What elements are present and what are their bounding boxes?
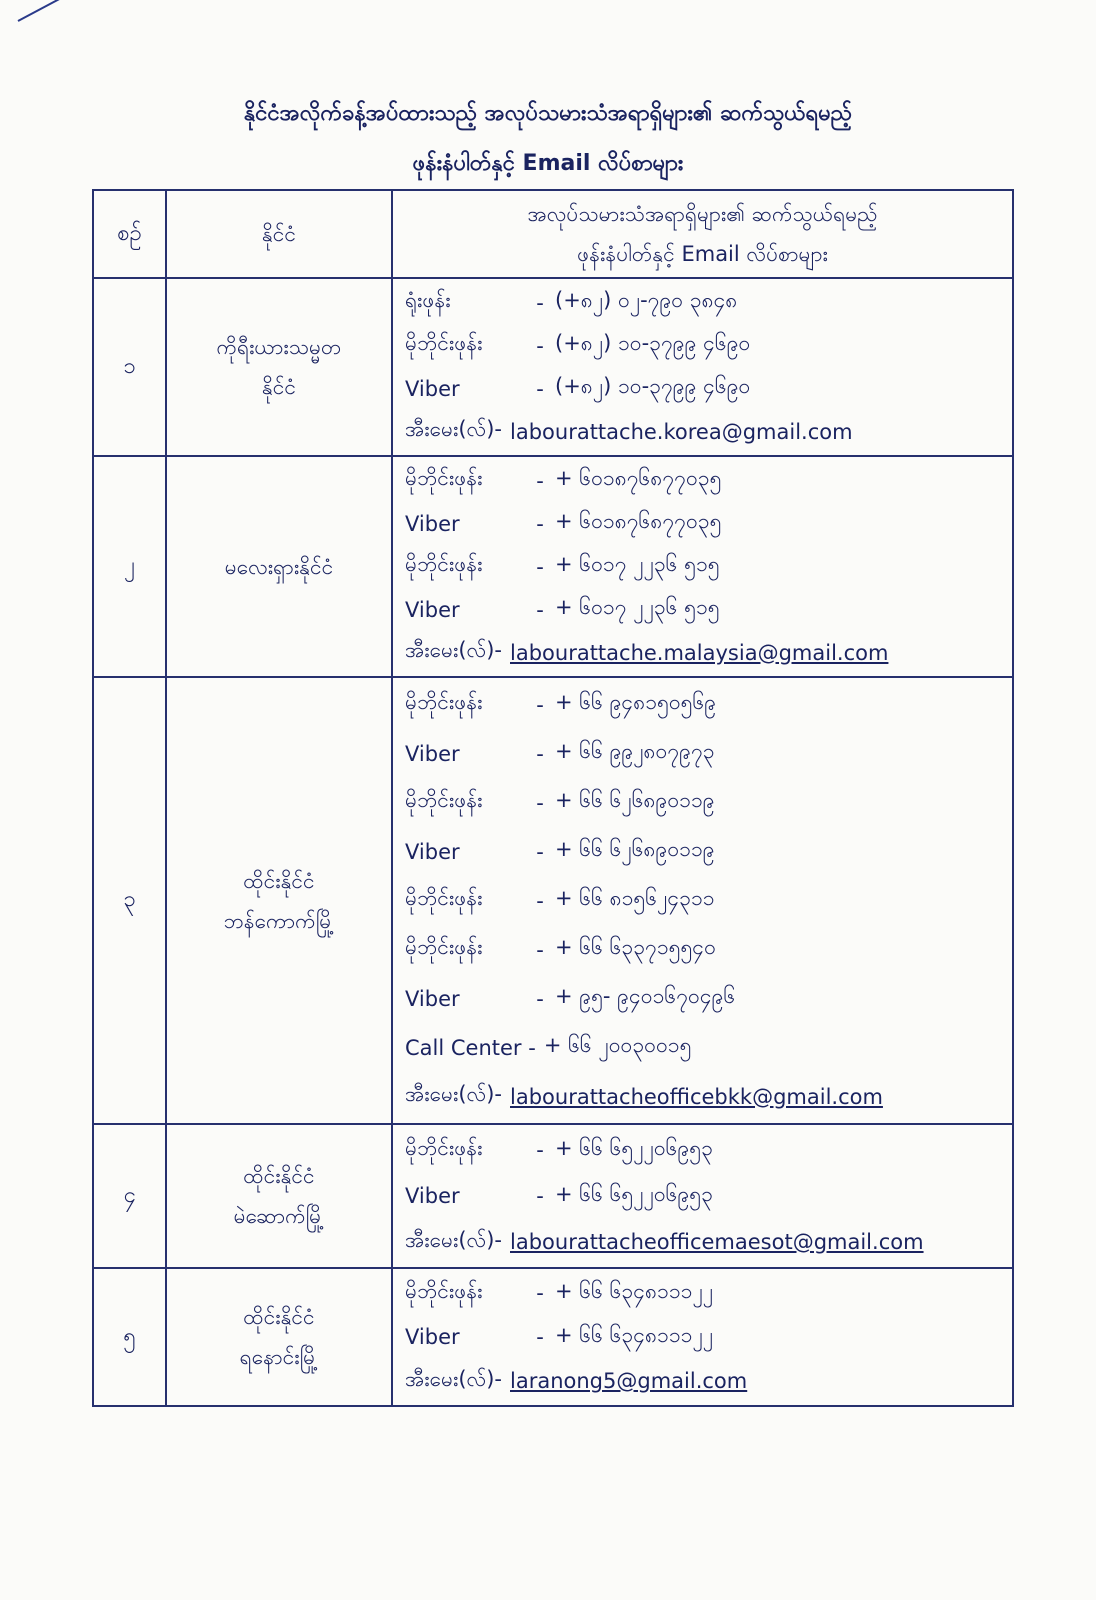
table-row bbox=[93, 677, 1013, 1124]
country-name-line1: ထိုင်းနိုင်ငံ bbox=[243, 868, 315, 893]
phone-number: + ၆၆ ၆၃၃၇၁၅၅၄၀ bbox=[555, 935, 716, 959]
contact-label: မိုဘိုင်းဖုန်း bbox=[405, 886, 483, 910]
phone-line bbox=[405, 778, 1012, 827]
phone-line bbox=[405, 1271, 1012, 1315]
phone-line bbox=[405, 1315, 1012, 1359]
contact-label: မိုဘိုင်းဖုန်း bbox=[405, 690, 483, 714]
table-row bbox=[93, 1268, 1013, 1406]
phone-number: (+၈၂) ၁၀-၃၇၉၉ ၄၆၉၀ bbox=[555, 374, 751, 398]
header-contact-line2: ဖုန်းနံပါတ်နှင့် Email လိပ်စာများ bbox=[577, 242, 828, 266]
table-row bbox=[93, 456, 1013, 677]
contact-label: မိုဘိုင်းဖုန်း bbox=[405, 1135, 483, 1160]
country-name-line2: နိုင်ငံ bbox=[261, 375, 297, 399]
table-row bbox=[93, 1124, 1013, 1268]
phone-line bbox=[405, 729, 1012, 778]
email-line bbox=[405, 631, 1012, 674]
phone-number: + ၆၀၁၈၇၆၈၇၇၀၃၅ bbox=[555, 466, 722, 490]
header-contact bbox=[392, 190, 1013, 278]
contact-label: Viber bbox=[405, 839, 460, 864]
country-cell bbox=[166, 1268, 392, 1406]
contact-label: Viber bbox=[405, 376, 460, 401]
phone-number: + ၆၆ ၆၃၄၈၁၁၁၂၂ bbox=[555, 1322, 714, 1347]
contact-label: မိုဘိုင်းဖုန်း bbox=[405, 788, 483, 812]
contact-separator: - bbox=[536, 937, 544, 962]
contacts-cell bbox=[392, 1124, 1013, 1268]
email-line bbox=[405, 410, 1012, 453]
header-contact-line1: အလုပ်သမားသံအရာရှိများ၏ ဆက်သွယ်ရမည့် bbox=[527, 202, 878, 226]
country-name-line1: မလေးရှားနိုင်ငံ bbox=[224, 554, 334, 579]
contact-separator: - bbox=[536, 888, 544, 913]
country-cell bbox=[166, 677, 392, 1124]
contact-label: ရုံးဖုန်း bbox=[405, 288, 451, 312]
phone-number: (+၈၂) ၁၀-၃၇၉၉ ၄၆၉၀ bbox=[555, 331, 751, 355]
contact-separator: - bbox=[536, 1138, 544, 1162]
phone-line bbox=[405, 367, 1012, 410]
document-title-line2: ဖုန်းနံပါတ်နှင့် Email လိပ်စာများ bbox=[412, 151, 684, 176]
contact-separator: - bbox=[536, 376, 544, 401]
country-name-line2: ဘန်ကောက်မြို့ bbox=[223, 908, 335, 933]
contact-separator: - bbox=[536, 986, 544, 1011]
email-link[interactable]: laranong5@gmail.com bbox=[510, 1369, 748, 1393]
contact-label: Call Center - bbox=[405, 1035, 536, 1060]
contact-label: အီးမေး(လ်)- bbox=[405, 1082, 502, 1106]
contact-separator: - bbox=[536, 1325, 544, 1349]
phone-number: + ၆၀၁၇ ၂၂၃၆ ၅၁၅ bbox=[555, 552, 720, 576]
email-link[interactable]: labourattacheofficemaesot@gmail.com bbox=[510, 1230, 924, 1254]
phone-line bbox=[405, 324, 1012, 367]
contact-separator: - bbox=[536, 333, 544, 358]
row-number: ၁ bbox=[93, 278, 166, 456]
phone-number: + ၆၀၁၈၇၆၈၇၇၀၃၅ bbox=[555, 509, 722, 533]
contact-table bbox=[92, 189, 1014, 1407]
contact-label: Viber bbox=[405, 986, 460, 1011]
phone-line bbox=[405, 925, 1012, 974]
phone-line bbox=[405, 876, 1012, 925]
contact-label: အီးမေး(လ်)- bbox=[405, 1227, 502, 1252]
phone-number: + ၆၆ ၆၃၄၈၁၁၁၂၂ bbox=[555, 1278, 714, 1303]
contact-separator: - bbox=[536, 290, 544, 315]
email-link[interactable]: labourattache.korea@gmail.com bbox=[510, 419, 853, 444]
table-row bbox=[93, 278, 1013, 456]
contact-label: Viber bbox=[405, 597, 460, 622]
contact-label: မိုဘိုင်းဖုန်း bbox=[405, 1278, 483, 1303]
phone-line bbox=[405, 1023, 1012, 1072]
phone-number: + ၆၆ ၂၀၀၃၀၀၁၅ bbox=[543, 1033, 692, 1057]
contact-separator: - bbox=[536, 839, 544, 864]
phone-line bbox=[405, 974, 1012, 1023]
email-link[interactable]: labourattache.malaysia@gmail.com bbox=[510, 640, 889, 665]
contact-label: Viber bbox=[405, 1325, 460, 1349]
phone-number: + ၆၆ ၈၁၅၆၂၄၃၁၁ bbox=[555, 886, 715, 910]
phone-line bbox=[405, 502, 1012, 545]
contact-label: Viber bbox=[405, 511, 460, 536]
email-link[interactable]: labourattacheofficebkk@gmail.com bbox=[510, 1084, 883, 1109]
phone-line bbox=[405, 545, 1012, 588]
phone-line bbox=[405, 281, 1012, 324]
row-number: ၃ bbox=[93, 677, 166, 1124]
country-name-line1: ထိုင်းနိုင်ငံ bbox=[243, 1305, 315, 1329]
contact-label: အီးမေး(လ်)- bbox=[405, 417, 502, 441]
header-no: စဉ် bbox=[93, 190, 166, 278]
header-country: နိုင်ငံ bbox=[166, 190, 392, 278]
phone-number: + ၆၆ ၆၂၆၈၉၀၁၁၉ bbox=[555, 837, 715, 861]
contact-separator: - bbox=[536, 1281, 544, 1305]
contact-separator: - bbox=[536, 741, 544, 766]
contact-label: အီးမေး(လ်)- bbox=[405, 1366, 502, 1391]
country-cell bbox=[166, 1124, 392, 1268]
row-number: ၅ bbox=[93, 1268, 166, 1406]
phone-number: (+၈၂) ၀၂-၇၉၀ ၃၈၄၈ bbox=[555, 288, 738, 312]
contact-label: အီးမေး(လ်)- bbox=[405, 638, 502, 662]
contact-separator: - bbox=[536, 597, 544, 622]
contact-label: မိုဘိုင်းဖုန်း bbox=[405, 331, 483, 355]
pen-stroke-mark bbox=[18, 0, 61, 22]
contact-separator: - bbox=[536, 692, 544, 717]
row-number: ၂ bbox=[93, 456, 166, 677]
phone-number: + ၆၆ ၉၉၂၈၀၇၉၇၃ bbox=[555, 739, 715, 763]
contacts-cell bbox=[392, 677, 1013, 1124]
table-header-row bbox=[93, 190, 1013, 278]
contacts-cell bbox=[392, 1268, 1013, 1406]
phone-number: + ၆၆ ၉၄၈၁၅၀၅၆၉ bbox=[555, 690, 717, 714]
row-number: ၄ bbox=[93, 1124, 166, 1268]
email-line bbox=[405, 1359, 1012, 1403]
phone-line bbox=[405, 680, 1012, 729]
email-line bbox=[405, 1219, 1012, 1265]
phone-line bbox=[405, 1127, 1012, 1173]
contact-label: Viber bbox=[405, 1184, 460, 1208]
phone-number: + ၆၆ ၆၅၂၂၀၆၉၅၃ bbox=[555, 1135, 713, 1160]
contact-label: မိုဘိုင်းဖုန်း bbox=[405, 935, 483, 959]
email-line bbox=[405, 1072, 1012, 1121]
phone-line bbox=[405, 1173, 1012, 1219]
document-title-line1: နိုင်ငံအလိုက်ခန့်အပ်ထားသည့် အလုပ်သမားသံအရာရှိများ၏ ဆက်သွယ်ရမည့် bbox=[243, 101, 853, 126]
country-name-line1: ထိုင်းနိုင်ငံ bbox=[243, 1164, 315, 1188]
phone-line bbox=[405, 588, 1012, 631]
contact-separator: - bbox=[536, 790, 544, 815]
contact-label: မိုဘိုင်းဖုန်း bbox=[405, 466, 483, 490]
contacts-cell bbox=[392, 278, 1013, 456]
contact-separator: - bbox=[536, 511, 544, 536]
country-cell bbox=[166, 278, 392, 456]
contacts-cell bbox=[392, 456, 1013, 677]
phone-number: + ၆၀၁၇ ၂၂၃၆ ၅၁၅ bbox=[555, 595, 720, 619]
phone-line bbox=[405, 459, 1012, 502]
phone-number: + ၆၆ ၆၂၆၈၉၀၁၁၉ bbox=[555, 788, 715, 812]
contact-separator: - bbox=[536, 1184, 544, 1208]
contact-label: မိုဘိုင်းဖုန်း bbox=[405, 552, 483, 576]
country-name-line2: မဲဆောက်မြို့ bbox=[233, 1204, 325, 1228]
phone-line bbox=[405, 827, 1012, 876]
contact-separator: - bbox=[536, 468, 544, 493]
country-cell bbox=[166, 456, 392, 677]
country-name-line1: ကိုရီးယားသမ္မတ bbox=[216, 335, 342, 359]
contact-label: Viber bbox=[405, 741, 460, 766]
phone-number: + ၉၅- ၉၄၀၁၆၇၀၄၉၆ bbox=[555, 984, 736, 1008]
phone-number: + ၆၆ ၆၅၂၂၀၆၉၅၃ bbox=[555, 1181, 713, 1206]
country-name-line2: ရနောင်းမြို့ bbox=[239, 1345, 319, 1369]
contact-separator: - bbox=[536, 554, 544, 579]
